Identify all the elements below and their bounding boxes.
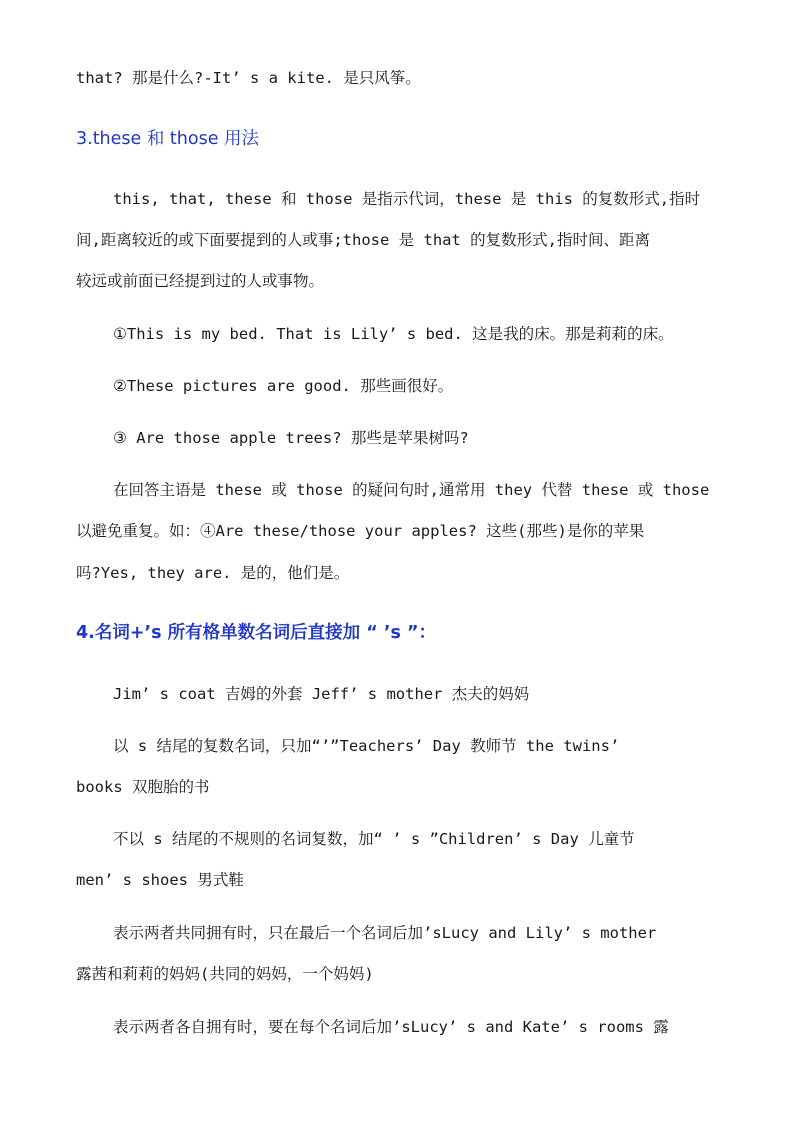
text-line: that? 那是什么?-It’ s a kite. 是只风筝。 (76, 69, 421, 87)
text-line: Jim’ s coat 吉姆的外套 Jeff’ s mother 杰夫的妈妈 (113, 685, 530, 703)
text-line: this, that, these 和 those 是指示代词，these 是 this 的复数形式,指时 (113, 190, 701, 208)
text-line: men’ s shoes 男式鞋 (76, 871, 244, 889)
text-line: 不以 s 结尾的不规则的名词复数，加“ ’ s ”Children’ s Day 儿童节 (113, 830, 635, 848)
text-line: 间,距离较近的或下面要提到的人或事;those 是 that 的复数形式,指时间、距离 (76, 231, 650, 249)
example-line: ①This is my bed. That is Lily’ s bed. 这是我的床。那是莉莉的床。 (113, 325, 674, 343)
example-line: ③ Are those apple trees? 那些是苹果树吗? (113, 429, 469, 447)
text-line: 较远或前面已经提到过的人或事物。 (76, 272, 325, 290)
text-line: books 双胞胎的书 (76, 778, 210, 796)
section-heading-3: 3.these 和 those 用法 (76, 129, 260, 149)
text-line: 露茜和莉莉的妈妈(共同的妈妈，一个妈妈) (76, 965, 374, 983)
text-line: 在回答主语是 these 或 those 的疑问句时,通常用 they 代替 these 或 those (113, 481, 710, 499)
section-heading-4: 4.名词+’s 所有格单数名词后直接加 “ ’s ”： (76, 623, 436, 643)
text-line: 表示两者各自拥有时，要在每个名词后加’sLucy’ s and Kate’ s rooms 露 (113, 1018, 669, 1036)
text-line: 以避免重复。如：④Are these/those your apples? 这些(那些)是你的苹果 (76, 522, 645, 540)
text-line: 吗?Yes, they are. 是的，他们是。 (76, 564, 350, 582)
text-line: 表示两者共同拥有时，只在最后一个名词后加’sLucy and Lily’ s mother (113, 924, 657, 942)
example-line: ②These pictures are good. 那些画很好。 (113, 377, 454, 395)
text-line: 以 s 结尾的复数名词，只加“’”Teachers’ Day 教师节 the twins’ (113, 737, 620, 755)
